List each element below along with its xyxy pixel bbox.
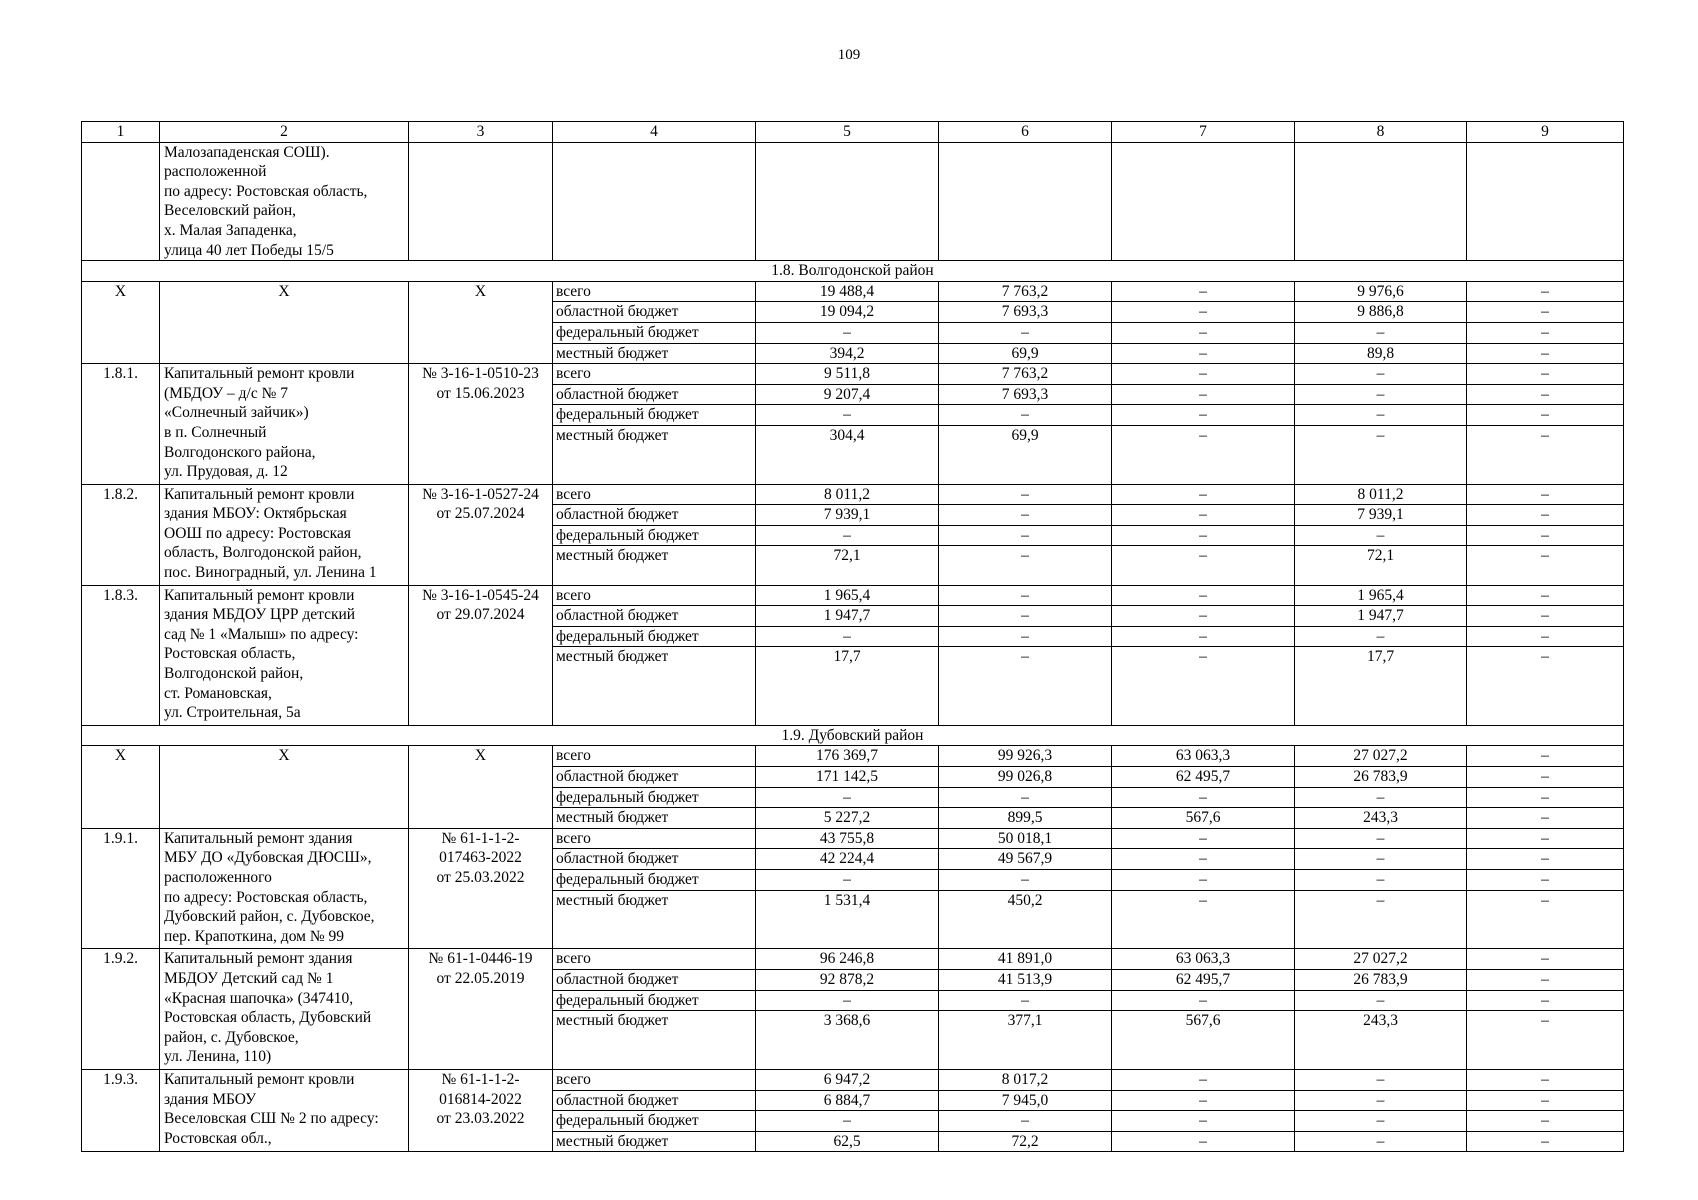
amount-cell-col5: 8 011,2 (756, 484, 939, 505)
amount-cell-col8: – (1295, 787, 1467, 808)
amount-cell-col5: 176 369,7 (756, 746, 939, 767)
amount-cell-col5: 96 246,8 (756, 949, 939, 970)
amount-cell-col7: – (1112, 890, 1295, 949)
amount-cell-col5: 6 947,2 (756, 1069, 939, 1090)
amount-cell-col7: 63 063,3 (1112, 949, 1295, 970)
amount-cell-col5: 42 224,4 (756, 849, 939, 870)
amount-cell-col7: – (1112, 281, 1295, 302)
amount-cell-col7: – (1112, 849, 1295, 870)
value-cell (756, 142, 939, 261)
budget-source: всего (553, 949, 756, 970)
amount-cell-col8: 27 027,2 (1295, 746, 1467, 767)
amount-cell-col8: – (1295, 405, 1467, 426)
amount-cell-col9: – (1467, 1011, 1624, 1070)
amount-cell-col8: – (1295, 828, 1467, 849)
column-number: 9 (1467, 122, 1624, 143)
amount-cell-col8: – (1295, 1069, 1467, 1090)
amount-cell-col6: 69,9 (939, 425, 1112, 484)
budget-table (81, 121, 1624, 1152)
amount-cell-col7: – (1112, 505, 1295, 526)
budget-source: федеральный бюджет (553, 787, 756, 808)
amount-cell-col6: 8 017,2 (939, 1069, 1112, 1090)
item-number: 1.8.1. (82, 364, 160, 485)
amount-cell-col7: – (1112, 364, 1295, 385)
amount-cell-col6: – (939, 787, 1112, 808)
amount-cell-col8: 1 965,4 (1295, 585, 1467, 606)
amount-cell-col8: – (1295, 1131, 1467, 1152)
amount-cell-col8: 9 886,8 (1295, 302, 1467, 323)
amount-cell-col7: – (1112, 1111, 1295, 1132)
column-number: 4 (553, 122, 756, 143)
amount-cell-col8: – (1295, 525, 1467, 546)
item-number: 1.9.2. (82, 949, 160, 1070)
amount-cell-col8: – (1295, 425, 1467, 484)
amount-cell-col5: 1 965,4 (756, 585, 939, 606)
amount-cell-col6: 7 763,2 (939, 364, 1112, 385)
document-cell (409, 142, 553, 261)
amount-cell-col5: 394,2 (756, 343, 939, 364)
amount-cell-col7: – (1112, 626, 1295, 647)
amount-cell-col9: – (1467, 343, 1624, 364)
object-name: Капитальный ремонт здания МБУ ДО «Дубовская ДЮСШ», расположенного по адресу: Ростовская область, Дубовский район, с. Дубовское, пер. Крапоткина, дом № 99 (160, 828, 409, 949)
document-number: X (409, 281, 553, 363)
amount-cell-col5: 19 488,4 (756, 281, 939, 302)
table-row (82, 585, 1624, 606)
amount-cell-col6: 450,2 (939, 890, 1112, 949)
value-cell (1467, 142, 1624, 261)
amount-cell-col8: – (1295, 870, 1467, 891)
amount-cell-col6: – (939, 626, 1112, 647)
document-number: № 3-16-1-0510-23 от 15.06.2023 (409, 364, 553, 485)
amount-cell-col6: – (939, 525, 1112, 546)
column-number: 6 (939, 122, 1112, 143)
amount-cell-col8: 1 947,7 (1295, 606, 1467, 627)
budget-source: областной бюджет (553, 1090, 756, 1111)
amount-cell-col5: – (756, 525, 939, 546)
budget-source: всего (553, 585, 756, 606)
amount-cell-col7: – (1112, 1131, 1295, 1152)
amount-cell-col6: – (939, 990, 1112, 1011)
amount-cell-col8: – (1295, 1090, 1467, 1111)
amount-cell-col9: – (1467, 505, 1624, 526)
amount-cell-col9: – (1467, 1069, 1624, 1090)
amount-cell-col7: 62 495,7 (1112, 969, 1295, 990)
budget-source: местный бюджет (553, 808, 756, 829)
amount-cell-col5: 7 939,1 (756, 505, 939, 526)
amount-cell-col9: – (1467, 364, 1624, 385)
budget-source: местный бюджет (553, 546, 756, 585)
amount-cell-col5: 9 511,8 (756, 364, 939, 385)
page-number: 109 (837, 47, 861, 63)
amount-cell-col9: – (1467, 626, 1624, 647)
amount-cell-col6: – (939, 1111, 1112, 1132)
amount-cell-col8: – (1295, 626, 1467, 647)
amount-cell-col5: 43 755,8 (756, 828, 939, 849)
table-row (82, 281, 1624, 302)
amount-cell-col6: 41 513,9 (939, 969, 1112, 990)
budget-source: всего (553, 364, 756, 385)
amount-cell-col5: 1 531,4 (756, 890, 939, 949)
budget-source: всего (553, 484, 756, 505)
amount-cell-col8: 243,3 (1295, 1011, 1467, 1070)
amount-cell-col5: 62,5 (756, 1131, 939, 1152)
amount-cell-col7: – (1112, 1069, 1295, 1090)
amount-cell-col6: – (939, 606, 1112, 627)
amount-cell-col9: – (1467, 281, 1624, 302)
amount-cell-col9: – (1467, 890, 1624, 949)
amount-cell-col7: – (1112, 484, 1295, 505)
amount-cell-col7: – (1112, 384, 1295, 405)
amount-cell-col9: – (1467, 546, 1624, 585)
amount-cell-col7: – (1112, 647, 1295, 725)
amount-cell-col7: 567,6 (1112, 1011, 1295, 1070)
amount-cell-col7: – (1112, 546, 1295, 585)
amount-cell-col7: 63 063,3 (1112, 746, 1295, 767)
budget-source: областной бюджет (553, 849, 756, 870)
amount-cell-col6: – (939, 870, 1112, 891)
amount-cell-col8: 72,1 (1295, 546, 1467, 585)
item-number: X (82, 746, 160, 828)
object-name: Капитальный ремонт кровли (МБДОУ – д/с № 7 «Солнечный зайчик») в п. Солнечный Волгодонского района, ул. Прудовая, д. 12 (160, 364, 409, 485)
object-name: Малозападенская СОШ). расположенной по адресу: Ростовская область, Веселовский район, х. Малая Западенка, улица 40 лет Победы 15/5 (160, 142, 409, 261)
amount-cell-col5: 92 878,2 (756, 969, 939, 990)
budget-source: областной бюджет (553, 384, 756, 405)
item-number: X (82, 281, 160, 363)
table-row (82, 364, 1624, 385)
amount-cell-col7: – (1112, 322, 1295, 343)
amount-cell-col9: – (1467, 1111, 1624, 1132)
amount-cell-col5: – (756, 322, 939, 343)
item-number: 1.9.3. (82, 1069, 160, 1151)
budget-source: федеральный бюджет (553, 870, 756, 891)
amount-cell-col6: 899,5 (939, 808, 1112, 829)
section-row (82, 725, 1624, 746)
amount-cell-col9: – (1467, 322, 1624, 343)
amount-cell-col8: – (1295, 890, 1467, 949)
amount-cell-col8: – (1295, 364, 1467, 385)
budget-source: всего (553, 281, 756, 302)
amount-cell-col9: – (1467, 302, 1624, 323)
amount-cell-col9: – (1467, 849, 1624, 870)
budget-source: федеральный бюджет (553, 1111, 756, 1132)
amount-cell-col5: – (756, 405, 939, 426)
column-number-row (82, 122, 1624, 143)
amount-cell-col7: – (1112, 585, 1295, 606)
document-number: № 3-16-1-0527-24 от 25.07.2024 (409, 484, 553, 585)
amount-cell-col8: – (1295, 322, 1467, 343)
amount-cell-col7: – (1112, 343, 1295, 364)
value-cell (1295, 142, 1467, 261)
amount-cell-col5: 6 884,7 (756, 1090, 939, 1111)
amount-cell-col9: – (1467, 767, 1624, 788)
budget-source: областной бюджет (553, 505, 756, 526)
budget-source: федеральный бюджет (553, 525, 756, 546)
value-cell (939, 142, 1112, 261)
amount-cell-col6: 50 018,1 (939, 828, 1112, 849)
section-row (82, 261, 1624, 282)
amount-cell-col5: 1 947,7 (756, 606, 939, 627)
amount-cell-col5: 304,4 (756, 425, 939, 484)
amount-cell-col6: 99 026,8 (939, 767, 1112, 788)
budget-source: всего (553, 828, 756, 849)
amount-cell-col6: 377,1 (939, 1011, 1112, 1070)
amount-cell-col7: – (1112, 787, 1295, 808)
amount-cell-col7: 62 495,7 (1112, 767, 1295, 788)
amount-cell-col7: – (1112, 990, 1295, 1011)
amount-cell-col6: – (939, 322, 1112, 343)
budget-source: областной бюджет (553, 969, 756, 990)
amount-cell-col9: – (1467, 585, 1624, 606)
amount-cell-col6: 7 693,3 (939, 384, 1112, 405)
amount-cell-col7: – (1112, 525, 1295, 546)
amount-cell-col9: – (1467, 405, 1624, 426)
amount-cell-col8: 9 976,6 (1295, 281, 1467, 302)
amount-cell-col5: 72,1 (756, 546, 939, 585)
budget-source: местный бюджет (553, 647, 756, 725)
amount-cell-col5: – (756, 787, 939, 808)
column-number: 8 (1295, 122, 1467, 143)
amount-cell-col6: – (939, 647, 1112, 725)
table-row (82, 746, 1624, 767)
amount-cell-col6: 69,9 (939, 343, 1112, 364)
amount-cell-col5: – (756, 1111, 939, 1132)
amount-cell-col5: 17,7 (756, 647, 939, 725)
amount-cell-col7: – (1112, 1090, 1295, 1111)
amount-cell-col8: – (1295, 849, 1467, 870)
table-row (82, 828, 1624, 849)
amount-cell-col5: – (756, 990, 939, 1011)
budget-source: федеральный бюджет (553, 990, 756, 1011)
amount-cell-col9: – (1467, 484, 1624, 505)
table-row (82, 1069, 1624, 1090)
object-name: Капитальный ремонт кровли здания МБДОУ ЦРР детский сад № 1 «Малыш» по адресу: Ростовская область, Волгодонской район, ст. Романовская, ул. Строительная, 5а (160, 585, 409, 725)
column-number: 1 (82, 122, 160, 143)
amount-cell-col9: – (1467, 808, 1624, 829)
amount-cell-col5: 5 227,2 (756, 808, 939, 829)
continuation-row (82, 142, 1624, 261)
amount-cell-col7: – (1112, 870, 1295, 891)
amount-cell-col6: – (939, 405, 1112, 426)
amount-cell-col7: – (1112, 405, 1295, 426)
item-number: 1.9.1. (82, 828, 160, 949)
budget-source: местный бюджет (553, 343, 756, 364)
object-name: Капитальный ремонт кровли здания МБОУ: Октябрьская ООШ по адресу: Ростовская область, Волгодонской район, пос. Виноградный, ул. Ленина 1 (160, 484, 409, 585)
amount-cell-col9: – (1467, 425, 1624, 484)
amount-cell-col8: – (1295, 1111, 1467, 1132)
amount-cell-col9: – (1467, 787, 1624, 808)
value-cell (1112, 142, 1295, 261)
amount-cell-col6: 41 891,0 (939, 949, 1112, 970)
budget-source: местный бюджет (553, 1131, 756, 1152)
document-number: № 3-16-1-0545-24 от 29.07.2024 (409, 585, 553, 725)
amount-cell-col9: – (1467, 606, 1624, 627)
budget-source: всего (553, 1069, 756, 1090)
object-name: X (160, 281, 409, 363)
amount-cell-col9: – (1467, 949, 1624, 970)
amount-cell-col5: – (756, 870, 939, 891)
budget-source: федеральный бюджет (553, 405, 756, 426)
budget-source: местный бюджет (553, 890, 756, 949)
budget-source: областной бюджет (553, 606, 756, 627)
amount-cell-col5: 3 368,6 (756, 1011, 939, 1070)
amount-cell-col8: 243,3 (1295, 808, 1467, 829)
amount-cell-col8: 7 939,1 (1295, 505, 1467, 526)
amount-cell-col6: 7 945,0 (939, 1090, 1112, 1111)
amount-cell-col6: 7 693,3 (939, 302, 1112, 323)
amount-cell-col8: 89,8 (1295, 343, 1467, 364)
amount-cell-col5: 19 094,2 (756, 302, 939, 323)
amount-cell-col9: – (1467, 969, 1624, 990)
budget-source: местный бюджет (553, 425, 756, 484)
object-name: X (160, 746, 409, 828)
amount-cell-col8: 17,7 (1295, 647, 1467, 725)
amount-cell-col6: – (939, 546, 1112, 585)
item-number: 1.8.2. (82, 484, 160, 585)
budget-source: федеральный бюджет (553, 626, 756, 647)
amount-cell-col7: 567,6 (1112, 808, 1295, 829)
column-number: 5 (756, 122, 939, 143)
column-number: 2 (160, 122, 409, 143)
amount-cell-col6: 49 567,9 (939, 849, 1112, 870)
document-number: X (409, 746, 553, 828)
section-title: 1.9. Дубовский район (82, 725, 1624, 746)
object-name: Капитальный ремонт здания МБДОУ Детский сад № 1 «Красная шапочка» (347410, Ростовская область, Дубовский район, с. Дубовское, ул. Ленина, 110) (160, 949, 409, 1070)
table-row (82, 484, 1624, 505)
amount-cell-col6: – (939, 484, 1112, 505)
column-number: 3 (409, 122, 553, 143)
amount-cell-col7: – (1112, 302, 1295, 323)
amount-cell-col7: – (1112, 828, 1295, 849)
amount-cell-col8: – (1295, 990, 1467, 1011)
item-number-cell (82, 142, 160, 261)
table-row (82, 949, 1624, 970)
amount-cell-col5: 171 142,5 (756, 767, 939, 788)
amount-cell-col9: – (1467, 1131, 1624, 1152)
amount-cell-col6: 7 763,2 (939, 281, 1112, 302)
amount-cell-col5: – (756, 626, 939, 647)
amount-cell-col9: – (1467, 828, 1624, 849)
budget-source: областной бюджет (553, 302, 756, 323)
budget-source: местный бюджет (553, 1011, 756, 1070)
amount-cell-col9: – (1467, 746, 1624, 767)
section-title: 1.8. Волгодонской район (82, 261, 1624, 282)
table-body (82, 122, 1624, 1152)
budget-source: всего (553, 746, 756, 767)
amount-cell-col6: – (939, 505, 1112, 526)
document-number: № 61-1-1-2- 016814-2022 от 23.03.2022 (409, 1069, 553, 1151)
amount-cell-col9: – (1467, 384, 1624, 405)
item-number: 1.8.3. (82, 585, 160, 725)
amount-cell-col6: 99 926,3 (939, 746, 1112, 767)
amount-cell-col8: 26 783,9 (1295, 969, 1467, 990)
budget-source: федеральный бюджет (553, 322, 756, 343)
amount-cell-col6: 72,2 (939, 1131, 1112, 1152)
column-number: 7 (1112, 122, 1295, 143)
amount-cell-col9: – (1467, 870, 1624, 891)
amount-cell-col9: – (1467, 647, 1624, 725)
object-name: Капитальный ремонт кровли здания МБОУ Веселовская СШ № 2 по адресу: Ростовская обл., (160, 1069, 409, 1151)
amount-cell-col8: 8 011,2 (1295, 484, 1467, 505)
amount-cell-col7: – (1112, 606, 1295, 627)
amount-cell-col8: 26 783,9 (1295, 767, 1467, 788)
amount-cell-col9: – (1467, 1090, 1624, 1111)
amount-cell-col8: – (1295, 384, 1467, 405)
document-number: № 61-1-0446-19 от 22.05.2019 (409, 949, 553, 1070)
amount-cell-col9: – (1467, 990, 1624, 1011)
budget-label-cell (553, 142, 756, 261)
amount-cell-col8: 27 027,2 (1295, 949, 1467, 970)
amount-cell-col6: – (939, 585, 1112, 606)
amount-cell-col7: – (1112, 425, 1295, 484)
document-number: № 61-1-1-2- 017463-2022 от 25.03.2022 (409, 828, 553, 949)
budget-source: областной бюджет (553, 767, 756, 788)
amount-cell-col5: 9 207,4 (756, 384, 939, 405)
amount-cell-col9: – (1467, 525, 1624, 546)
